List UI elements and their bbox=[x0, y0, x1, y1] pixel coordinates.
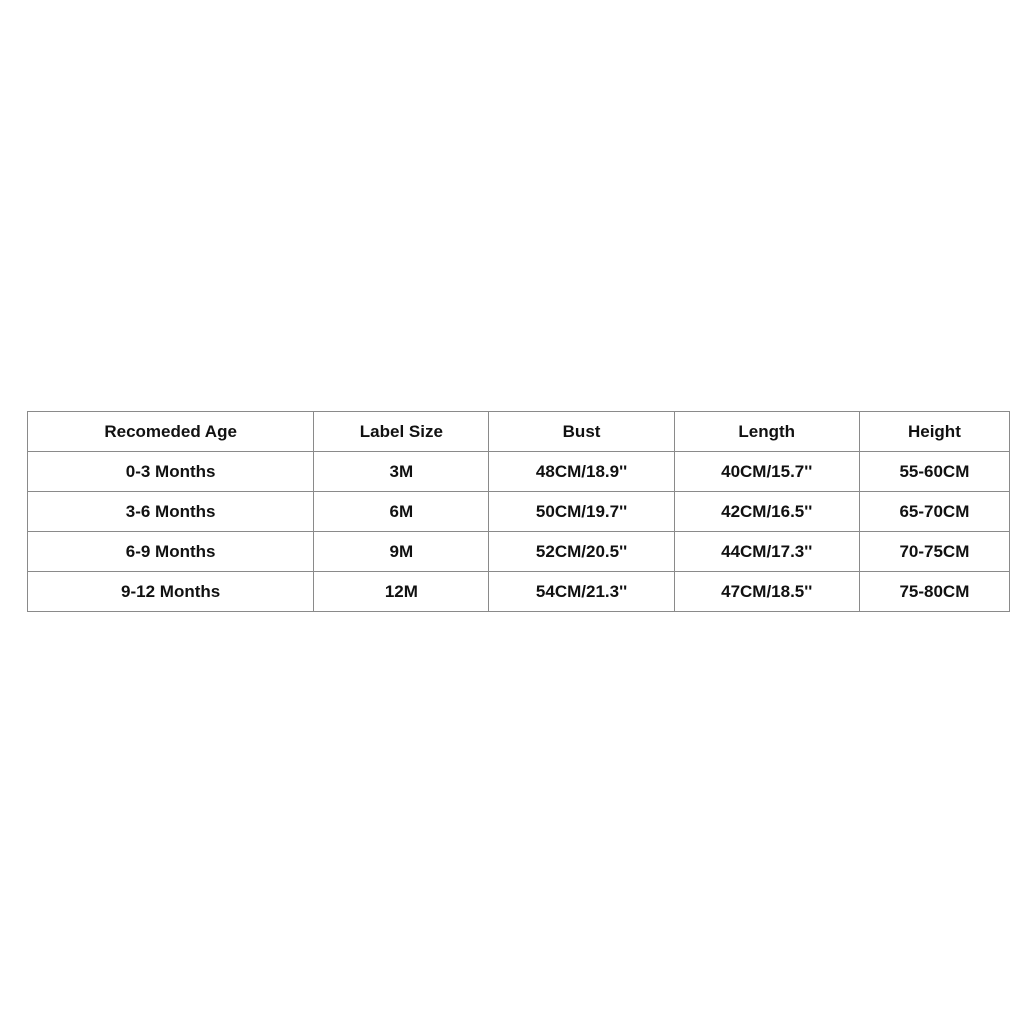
header-length: Length bbox=[674, 412, 859, 452]
cell-bust: 50CM/19.7'' bbox=[489, 492, 674, 532]
cell-label-size: 9M bbox=[314, 532, 489, 572]
table-header-row bbox=[28, 412, 1010, 452]
table-row bbox=[28, 572, 1010, 612]
cell-label-size: 12M bbox=[314, 572, 489, 612]
cell-bust: 52CM/20.5'' bbox=[489, 532, 674, 572]
cell-label-size: 3M bbox=[314, 452, 489, 492]
cell-bust: 54CM/21.3'' bbox=[489, 572, 674, 612]
cell-age: 9-12 Months bbox=[28, 572, 314, 612]
table-row bbox=[28, 452, 1010, 492]
header-recommended-age: Recomeded Age bbox=[28, 412, 314, 452]
table-row bbox=[28, 532, 1010, 572]
cell-label-size: 6M bbox=[314, 492, 489, 532]
header-bust: Bust bbox=[489, 412, 674, 452]
cell-height: 75-80CM bbox=[859, 572, 1009, 612]
size-chart-table bbox=[27, 411, 1010, 612]
cell-length: 42CM/16.5'' bbox=[674, 492, 859, 532]
cell-length: 44CM/17.3'' bbox=[674, 532, 859, 572]
cell-height: 65-70CM bbox=[859, 492, 1009, 532]
header-label-size: Label Size bbox=[314, 412, 489, 452]
cell-bust: 48CM/18.9'' bbox=[489, 452, 674, 492]
cell-length: 47CM/18.5'' bbox=[674, 572, 859, 612]
cell-length: 40CM/15.7'' bbox=[674, 452, 859, 492]
cell-height: 70-75CM bbox=[859, 532, 1009, 572]
cell-age: 3-6 Months bbox=[28, 492, 314, 532]
header-height: Height bbox=[859, 412, 1009, 452]
table-row bbox=[28, 492, 1010, 532]
cell-age: 0-3 Months bbox=[28, 452, 314, 492]
cell-age: 6-9 Months bbox=[28, 532, 314, 572]
cell-height: 55-60CM bbox=[859, 452, 1009, 492]
